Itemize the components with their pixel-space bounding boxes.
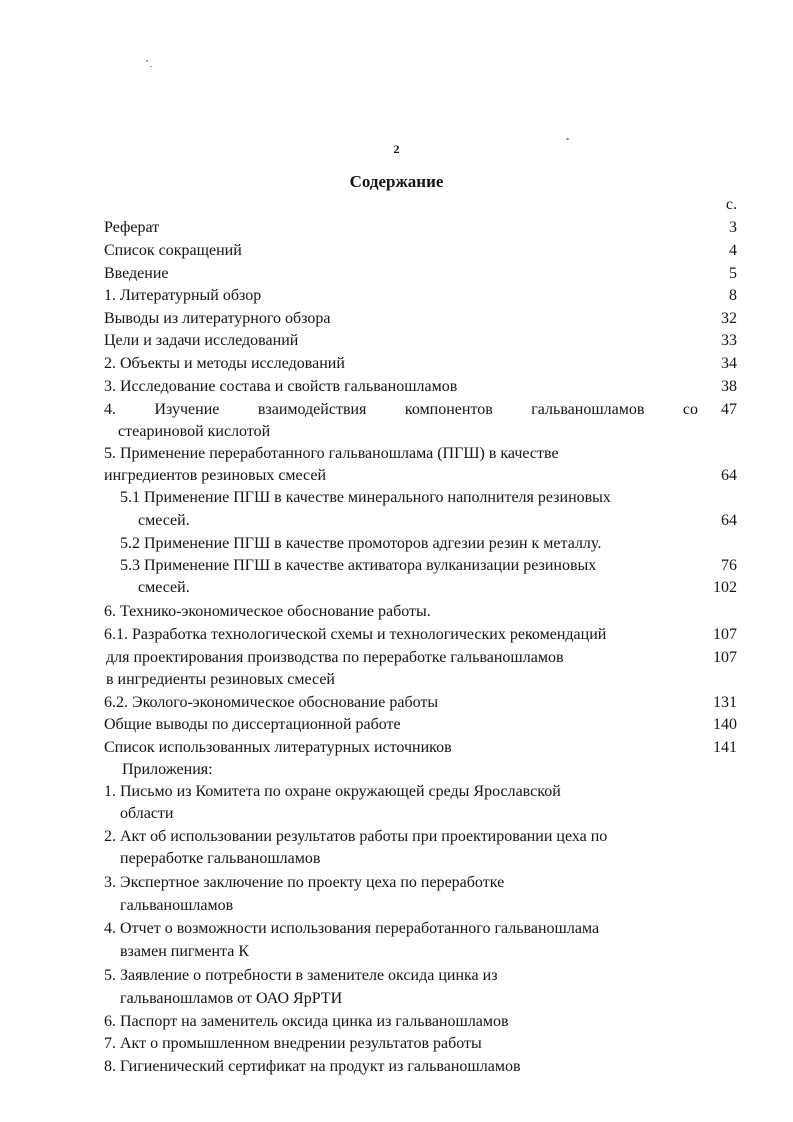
toc-entry-text: 6.2. Эколого-экономическое обоснование работы [104,694,439,711]
toc-subentry-text-continued: смесей. [138,579,190,596]
appendix-item: 2. Акт об использовании результатов работы при проектировании цеха по [104,828,608,845]
appendix-item: 1. Письмо из Комитета по охране окружающей среды Ярославской [104,783,561,800]
appendix-heading: Приложения: [122,761,213,778]
toc-entry-page: 107 [713,649,737,666]
appendix-item: 4. Отчет о возможности использования переработанного гальваношлама [104,920,600,937]
page-title: Содержание [349,172,444,191]
toc-entry-text: 1. Литературный обзор [104,287,262,304]
toc-entry-text: 6.1. Разработка технологической схемы и технологических рекомендаций [104,626,607,643]
toc-subentry-text: 5.3 Применение ПГШ в качестве активатора вулканизации резиновых [120,557,597,574]
appendix-item: 3. Экспертное заключение по проекту цеха по переработке [104,874,505,891]
toc-entry-page: 102 [713,579,737,596]
toc-entry-text-continued: ингредиентов резиновых смесей [104,467,327,484]
toc-entry-text: 6. Технико-экономическое обоснование работы. [104,603,431,620]
toc-entry-page: 4 [729,242,737,259]
toc-entry-text: в ингредиенты резиновых смесей [106,671,335,688]
toc-entry-text: Выводы из литературного обзора [104,310,331,327]
appendix-item: 5. Заявление о потребности в заменителе оксида цинка из [104,967,498,984]
appendix-item: 7. Акт о промышленном внедрении результатов работы [104,1035,482,1052]
toc-entry-text: 2. Объекты и методы исследований [104,355,345,372]
toc-entry-page: 107 [713,626,737,643]
toc-entry-text: 4. Изучение взаимодействия компонентов гальваношламов со [104,401,698,418]
toc-entry-page: 3 [729,219,737,236]
toc-entry-page: 140 [713,716,737,733]
toc-entry-page: 76 [721,557,737,574]
scan-speck [146,60,148,62]
appendix-item-continued: взамен пигмента К [120,943,249,960]
toc-entry-page: 64 [721,512,737,529]
toc-subentry-text-continued: смесей. [138,512,190,529]
toc-entry-page: 38 [721,378,737,395]
appendix-item-continued: гальваношламов [120,897,234,914]
toc-entry-text: Реферат [104,219,160,236]
scan-speck [566,138,569,140]
toc-entry-page: 141 [713,739,737,756]
toc-entry-page: 47 [721,401,737,418]
toc-entry-page: 8 [729,287,737,304]
toc-entry-page: 32 [721,310,737,327]
toc-entry-text: Список сокращений [104,242,242,259]
toc-entry-text: Введение [104,265,169,282]
toc-entry-page: 34 [721,355,737,372]
scan-speck [150,66,152,67]
toc-entry-page: 33 [721,332,737,349]
appendix-item: 8. Гигиенический сертификат на продукт из гальваношламов [104,1058,521,1075]
toc-entry-text-continued: стеариновой кислотой [118,423,271,440]
page-number: 2 [393,142,400,156]
appendix-item-continued: гальваношламов от ОАО ЯрРТИ [120,990,343,1007]
toc-entry-text: 5. Применение переработанного гальваношлама (ПГШ) в качестве [104,445,559,462]
toc-subentry-text: 5.1 Применение ПГШ в качестве минерального наполнителя резиновых [120,489,611,506]
toc-entry-text: для проектирования производства по переработке гальваношламов [106,649,564,666]
page-column-header: с. [725,196,737,213]
appendix-item-continued: области [120,805,174,822]
toc-entry-page: 64 [721,467,737,484]
toc-entry-text: Список использованных литературных источников [104,739,452,756]
toc-entry-page: 5 [729,265,737,282]
toc-subentry-text: 5.2 Применение ПГШ в качестве промоторов адгезии резин к металлу. [120,535,602,552]
appendix-item: 6. Паспорт на заменитель оксида цинка из гальваношламов [104,1013,509,1030]
toc-entry-text: Общие выводы по диссертационной работе [104,716,401,733]
toc-entry-page: 131 [713,694,737,711]
toc-entry-text: 3. Исследование состава и свойств гальваношламов [104,378,458,395]
appendix-item-continued: переработке гальваношламов [120,850,321,867]
toc-entry-text: Цели и задачи исследований [104,332,299,349]
